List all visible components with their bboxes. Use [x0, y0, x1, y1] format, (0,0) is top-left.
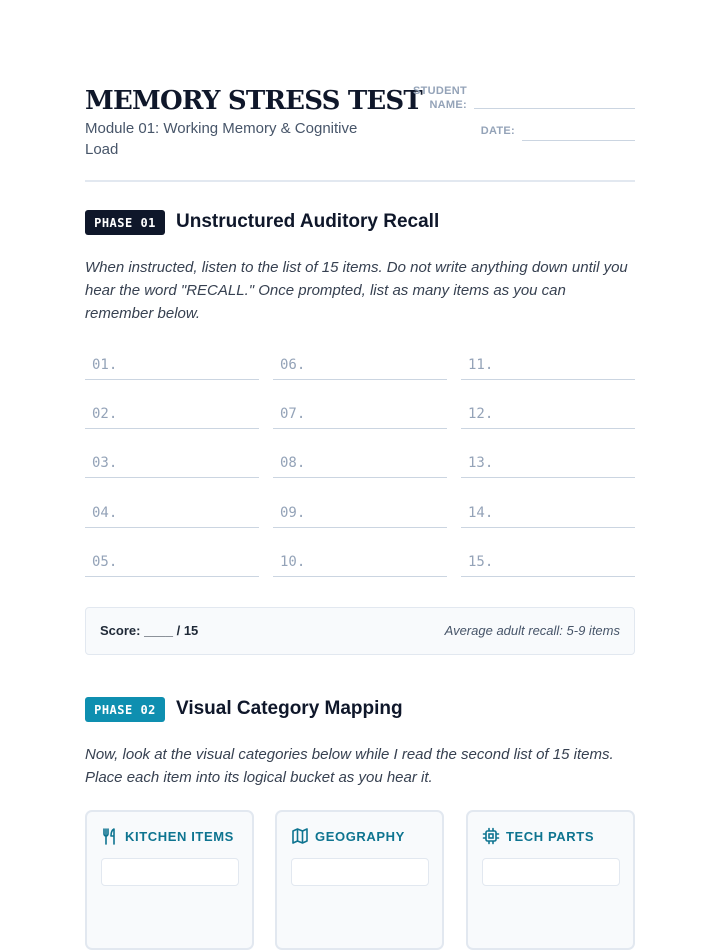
score-box	[85, 607, 635, 655]
category-label: TECH PARTS	[506, 828, 595, 844]
phase-01-header	[85, 210, 635, 236]
student-name-field[interactable]	[474, 108, 635, 109]
date-label: DATE:	[480, 125, 515, 137]
recall-slot-04[interactable]	[85, 495, 259, 528]
recall-slot-number: 07.	[280, 406, 306, 422]
recall-slot-08[interactable]	[273, 445, 447, 478]
recall-slot-10[interactable]	[273, 544, 447, 577]
recall-slot-number: 13.	[468, 455, 494, 471]
phase-02-title: Visual Category Mapping	[176, 698, 403, 719]
recall-slot-number: 14.	[468, 505, 494, 521]
map-icon	[291, 827, 309, 845]
average-recall-note: Average adult recall: 5-9 items	[444, 623, 620, 638]
recall-slot-05[interactable]	[85, 544, 259, 577]
recall-slot-number: 06.	[280, 357, 306, 373]
recall-slot-number: 02.	[92, 406, 118, 422]
phase-01-badge: PHASE 01	[85, 210, 165, 235]
phase-01-title: Unstructured Auditory Recall	[176, 211, 440, 232]
recall-slot-number: 09.	[280, 505, 306, 521]
cpu-icon	[482, 827, 500, 845]
phase-02-instructions: Now, look at the visual categories below while I read the second list of 15 items. Place each item into its logical bucket as you hear it.	[85, 746, 614, 786]
student-name-label: STUDENT NAME:	[412, 85, 467, 111]
category-header	[482, 826, 594, 846]
recall-slot-03[interactable]	[85, 445, 259, 478]
geography-input[interactable]	[291, 858, 429, 886]
recall-slot-number: 05.	[92, 554, 118, 570]
tech-parts-input[interactable]	[482, 858, 620, 886]
category-card-kitchen	[85, 810, 254, 950]
recall-slot-13[interactable]	[461, 445, 635, 478]
recall-slot-number: 15.	[468, 554, 494, 570]
recall-slot-number: 11.	[468, 357, 494, 373]
recall-slot-07[interactable]	[273, 396, 447, 429]
recall-slot-09[interactable]	[273, 495, 447, 528]
recall-slot-14[interactable]	[461, 495, 635, 528]
category-card-tech	[466, 810, 635, 950]
recall-slot-number: 03.	[92, 455, 118, 471]
worksheet-subtitle: Module 01: Working Memory & Cognitive Load	[85, 120, 358, 158]
recall-slot-06[interactable]	[273, 347, 447, 380]
recall-slot-number: 01.	[92, 357, 118, 373]
recall-slot-11[interactable]	[461, 347, 635, 380]
category-label: GEOGRAPHY	[315, 828, 405, 844]
category-label: KITCHEN ITEMS	[125, 828, 234, 844]
category-header	[291, 826, 405, 846]
category-card-geography	[275, 810, 444, 950]
recall-slot-12[interactable]	[461, 396, 635, 429]
recall-slot-02[interactable]	[85, 396, 259, 429]
phase-01-instructions: When instructed, listen to the list of 15 items. Do not write anything down until you hear the word "RECALL." Once prompted, list as many items as you can remember below.	[85, 259, 628, 322]
recall-slot-number: 04.	[92, 505, 118, 521]
worksheet-title: MEMORY STRESS TEST	[85, 86, 422, 116]
recall-slot-15[interactable]	[461, 544, 635, 577]
date-field[interactable]	[522, 140, 635, 141]
header-divider	[85, 180, 635, 182]
category-header	[101, 826, 234, 846]
phase-02-badge: PHASE 02	[85, 697, 165, 722]
recall-slot-number: 12.	[468, 406, 494, 422]
kitchen-items-input[interactable]	[101, 858, 239, 886]
recall-slot-01[interactable]	[85, 347, 259, 380]
score-label: Score: ____ / 15	[100, 623, 199, 638]
phase-02-header	[85, 697, 635, 723]
recall-slot-number: 08.	[280, 455, 306, 471]
recall-slot-number: 10.	[280, 554, 306, 570]
utensils-icon	[101, 827, 119, 845]
worksheet-header	[85, 84, 635, 182]
